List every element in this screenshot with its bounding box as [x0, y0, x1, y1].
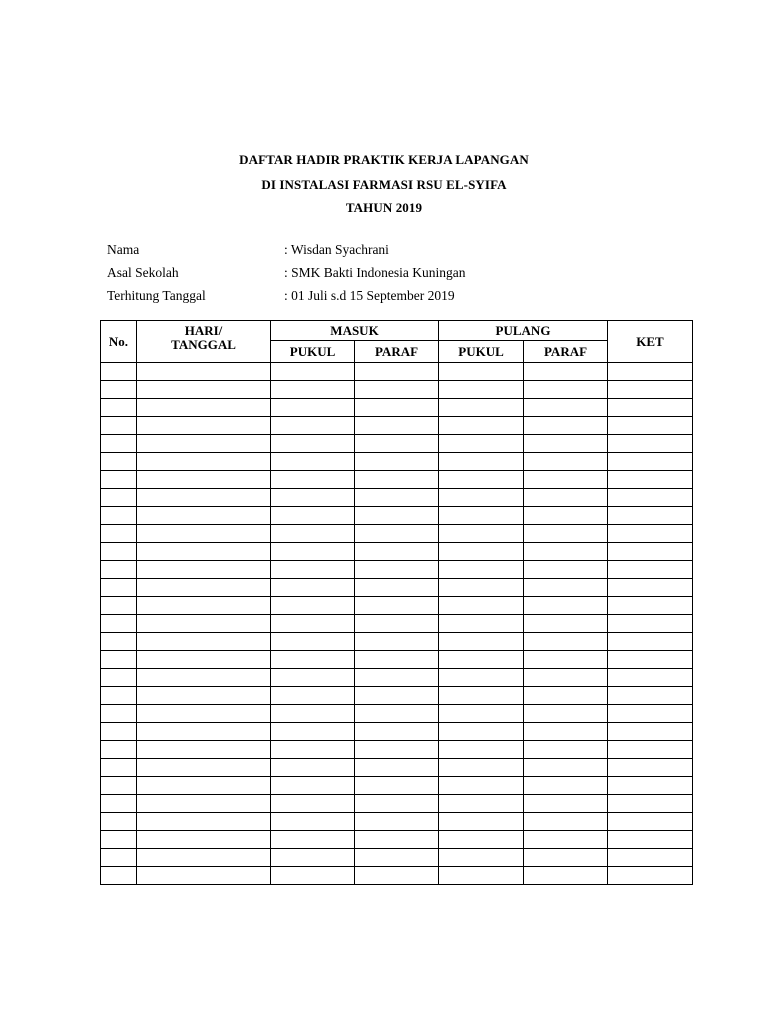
- cell-hari-tanggal: [137, 543, 271, 561]
- header-tanggal: TANGGAL: [171, 337, 236, 352]
- cell-masuk-pukul: [271, 813, 355, 831]
- cell-masuk-pukul: [271, 543, 355, 561]
- cell-ket: [608, 561, 693, 579]
- cell-no: [101, 777, 137, 795]
- cell-no: [101, 399, 137, 417]
- cell-pulang-pukul: [439, 669, 524, 687]
- cell-pulang-pukul: [439, 597, 524, 615]
- cell-masuk-paraf: [355, 741, 439, 759]
- cell-pulang-pukul: [439, 633, 524, 651]
- cell-pulang-paraf: [524, 399, 608, 417]
- cell-pulang-pukul: [439, 849, 524, 867]
- cell-pulang-paraf: [524, 651, 608, 669]
- cell-no: [101, 633, 137, 651]
- cell-pulang-pukul: [439, 507, 524, 525]
- cell-hari-tanggal: [137, 795, 271, 813]
- table-row: [101, 417, 693, 435]
- table-row: [101, 849, 693, 867]
- document-title-line1: DAFTAR HADIR PRAKTIK KERJA LAPANGAN: [239, 152, 529, 167]
- table-row: [101, 867, 693, 885]
- table-row: [101, 669, 693, 687]
- cell-ket: [608, 363, 693, 381]
- cell-masuk-paraf: [355, 867, 439, 885]
- table-row: [101, 525, 693, 543]
- document-title-line2: DI INSTALASI FARMASI RSU EL-SYIFA: [261, 177, 507, 192]
- cell-no: [101, 543, 137, 561]
- cell-masuk-pukul: [271, 849, 355, 867]
- cell-pulang-pukul: [439, 471, 524, 489]
- cell-masuk-paraf: [355, 615, 439, 633]
- cell-hari-tanggal: [137, 615, 271, 633]
- cell-masuk-paraf: [355, 525, 439, 543]
- cell-pulang-pukul: [439, 687, 524, 705]
- cell-ket: [608, 795, 693, 813]
- header-pulang-pukul: PUKUL: [439, 341, 524, 363]
- cell-masuk-pukul: [271, 453, 355, 471]
- cell-masuk-paraf: [355, 651, 439, 669]
- cell-hari-tanggal: [137, 381, 271, 399]
- cell-masuk-pukul: [271, 687, 355, 705]
- cell-pulang-paraf: [524, 579, 608, 597]
- cell-no: [101, 417, 137, 435]
- cell-ket: [608, 597, 693, 615]
- cell-pulang-paraf: [524, 489, 608, 507]
- cell-masuk-pukul: [271, 579, 355, 597]
- table-row: [101, 777, 693, 795]
- cell-ket: [608, 867, 693, 885]
- table-row: [101, 831, 693, 849]
- cell-no: [101, 705, 137, 723]
- cell-ket: [608, 507, 693, 525]
- cell-ket: [608, 669, 693, 687]
- nama-value: : Wisdan Syachrani: [284, 242, 389, 257]
- table-row: [101, 435, 693, 453]
- cell-ket: [608, 759, 693, 777]
- cell-pulang-pukul: [439, 615, 524, 633]
- cell-hari-tanggal: [137, 453, 271, 471]
- table-row: [101, 651, 693, 669]
- cell-masuk-paraf: [355, 633, 439, 651]
- cell-hari-tanggal: [137, 579, 271, 597]
- cell-hari-tanggal: [137, 777, 271, 795]
- cell-hari-tanggal: [137, 417, 271, 435]
- cell-no: [101, 795, 137, 813]
- cell-hari-tanggal: [137, 489, 271, 507]
- cell-ket: [608, 723, 693, 741]
- cell-pulang-paraf: [524, 363, 608, 381]
- cell-pulang-pukul: [439, 489, 524, 507]
- cell-hari-tanggal: [137, 705, 271, 723]
- cell-pulang-pukul: [439, 795, 524, 813]
- table-row: [101, 633, 693, 651]
- cell-pulang-paraf: [524, 435, 608, 453]
- header-no: No.: [101, 321, 137, 363]
- cell-hari-tanggal: [137, 723, 271, 741]
- cell-hari-tanggal: [137, 435, 271, 453]
- cell-masuk-pukul: [271, 525, 355, 543]
- cell-masuk-pukul: [271, 417, 355, 435]
- cell-hari-tanggal: [137, 813, 271, 831]
- cell-masuk-pukul: [271, 741, 355, 759]
- cell-ket: [608, 813, 693, 831]
- cell-masuk-paraf: [355, 435, 439, 453]
- cell-masuk-pukul: [271, 561, 355, 579]
- cell-pulang-pukul: [439, 525, 524, 543]
- cell-ket: [608, 777, 693, 795]
- cell-no: [101, 525, 137, 543]
- cell-masuk-pukul: [271, 471, 355, 489]
- cell-pulang-pukul: [439, 417, 524, 435]
- cell-ket: [608, 489, 693, 507]
- cell-ket: [608, 435, 693, 453]
- cell-masuk-paraf: [355, 687, 439, 705]
- cell-masuk-pukul: [271, 867, 355, 885]
- cell-pulang-pukul: [439, 759, 524, 777]
- table-row: [101, 399, 693, 417]
- cell-pulang-paraf: [524, 867, 608, 885]
- cell-masuk-paraf: [355, 471, 439, 489]
- cell-pulang-paraf: [524, 741, 608, 759]
- cell-no: [101, 381, 137, 399]
- cell-ket: [608, 471, 693, 489]
- cell-pulang-paraf: [524, 525, 608, 543]
- cell-masuk-pukul: [271, 489, 355, 507]
- cell-masuk-pukul: [271, 597, 355, 615]
- cell-masuk-paraf: [355, 849, 439, 867]
- cell-pulang-pukul: [439, 381, 524, 399]
- cell-masuk-paraf: [355, 381, 439, 399]
- cell-no: [101, 813, 137, 831]
- cell-masuk-paraf: [355, 777, 439, 795]
- cell-ket: [608, 633, 693, 651]
- cell-masuk-paraf: [355, 453, 439, 471]
- header-hari-tanggal: [137, 321, 271, 363]
- cell-masuk-pukul: [271, 651, 355, 669]
- cell-no: [101, 759, 137, 777]
- table-row: [101, 381, 693, 399]
- cell-ket: [608, 849, 693, 867]
- cell-pulang-paraf: [524, 597, 608, 615]
- nama-label: Nama: [107, 242, 140, 257]
- cell-masuk-paraf: [355, 561, 439, 579]
- cell-pulang-paraf: [524, 561, 608, 579]
- cell-pulang-paraf: [524, 615, 608, 633]
- cell-masuk-paraf: [355, 417, 439, 435]
- cell-pulang-pukul: [439, 453, 524, 471]
- table-row: [101, 705, 693, 723]
- cell-masuk-paraf: [355, 579, 439, 597]
- table-row: [101, 363, 693, 381]
- table-row: [101, 687, 693, 705]
- cell-hari-tanggal: [137, 651, 271, 669]
- table-row: [101, 597, 693, 615]
- cell-ket: [608, 831, 693, 849]
- cell-ket: [608, 417, 693, 435]
- cell-pulang-paraf: [524, 723, 608, 741]
- cell-ket: [608, 399, 693, 417]
- cell-pulang-pukul: [439, 867, 524, 885]
- cell-hari-tanggal: [137, 669, 271, 687]
- cell-masuk-pukul: [271, 507, 355, 525]
- cell-masuk-paraf: [355, 705, 439, 723]
- cell-hari-tanggal: [137, 849, 271, 867]
- cell-pulang-paraf: [524, 453, 608, 471]
- cell-ket: [608, 543, 693, 561]
- table-row: [101, 543, 693, 561]
- cell-ket: [608, 579, 693, 597]
- cell-ket: [608, 687, 693, 705]
- cell-no: [101, 723, 137, 741]
- table-row: [101, 741, 693, 759]
- cell-no: [101, 471, 137, 489]
- cell-masuk-pukul: [271, 633, 355, 651]
- cell-pulang-pukul: [439, 399, 524, 417]
- cell-pulang-pukul: [439, 579, 524, 597]
- cell-masuk-paraf: [355, 399, 439, 417]
- table-row: [101, 561, 693, 579]
- cell-masuk-paraf: [355, 669, 439, 687]
- cell-no: [101, 363, 137, 381]
- cell-pulang-paraf: [524, 687, 608, 705]
- cell-masuk-paraf: [355, 831, 439, 849]
- cell-no: [101, 651, 137, 669]
- cell-pulang-paraf: [524, 759, 608, 777]
- cell-pulang-pukul: [439, 723, 524, 741]
- cell-pulang-paraf: [524, 471, 608, 489]
- table-row: [101, 453, 693, 471]
- sekolah-label: Asal Sekolah: [107, 265, 179, 280]
- cell-no: [101, 849, 137, 867]
- cell-masuk-pukul: [271, 399, 355, 417]
- cell-masuk-pukul: [271, 759, 355, 777]
- cell-masuk-paraf: [355, 813, 439, 831]
- cell-pulang-pukul: [439, 813, 524, 831]
- cell-no: [101, 669, 137, 687]
- cell-masuk-paraf: [355, 795, 439, 813]
- cell-masuk-pukul: [271, 795, 355, 813]
- cell-hari-tanggal: [137, 687, 271, 705]
- header-hari: HARI/: [184, 323, 223, 338]
- cell-ket: [608, 705, 693, 723]
- cell-no: [101, 489, 137, 507]
- cell-hari-tanggal: [137, 831, 271, 849]
- header-masuk: MASUK: [271, 321, 439, 341]
- cell-masuk-paraf: [355, 363, 439, 381]
- table-row: [101, 579, 693, 597]
- cell-hari-tanggal: [137, 597, 271, 615]
- table-row: [101, 795, 693, 813]
- cell-hari-tanggal: [137, 399, 271, 417]
- cell-hari-tanggal: [137, 759, 271, 777]
- cell-ket: [608, 381, 693, 399]
- table-row: [101, 615, 693, 633]
- document-title-year: TAHUN 2019: [345, 200, 423, 215]
- cell-masuk-pukul: [271, 435, 355, 453]
- cell-hari-tanggal: [137, 471, 271, 489]
- table-row: [101, 507, 693, 525]
- cell-masuk-pukul: [271, 723, 355, 741]
- cell-pulang-pukul: [439, 651, 524, 669]
- cell-pulang-paraf: [524, 795, 608, 813]
- header-masuk-paraf: PARAF: [355, 341, 439, 363]
- cell-pulang-paraf: [524, 813, 608, 831]
- table-row: [101, 471, 693, 489]
- header-ket: KET: [608, 321, 693, 363]
- cell-pulang-pukul: [439, 543, 524, 561]
- cell-pulang-paraf: [524, 831, 608, 849]
- cell-pulang-pukul: [439, 831, 524, 849]
- cell-masuk-pukul: [271, 615, 355, 633]
- cell-hari-tanggal: [137, 561, 271, 579]
- tanggal-value: : 01 Juli s.d 15 September 2019: [284, 288, 455, 303]
- cell-pulang-pukul: [439, 435, 524, 453]
- cell-no: [101, 561, 137, 579]
- cell-pulang-paraf: [524, 633, 608, 651]
- header-pulang: PULANG: [439, 321, 608, 341]
- cell-pulang-paraf: [524, 381, 608, 399]
- table-row: [101, 723, 693, 741]
- cell-masuk-paraf: [355, 489, 439, 507]
- attendance-table: [100, 320, 693, 885]
- cell-no: [101, 579, 137, 597]
- cell-masuk-paraf: [355, 759, 439, 777]
- cell-ket: [608, 525, 693, 543]
- cell-no: [101, 453, 137, 471]
- cell-masuk-paraf: [355, 723, 439, 741]
- cell-pulang-paraf: [524, 777, 608, 795]
- cell-masuk-pukul: [271, 669, 355, 687]
- cell-masuk-paraf: [355, 507, 439, 525]
- cell-pulang-paraf: [524, 543, 608, 561]
- cell-no: [101, 831, 137, 849]
- cell-masuk-pukul: [271, 381, 355, 399]
- table-row: [101, 759, 693, 777]
- cell-pulang-paraf: [524, 669, 608, 687]
- sekolah-value: : SMK Bakti Indonesia Kuningan: [284, 265, 466, 280]
- cell-ket: [608, 453, 693, 471]
- cell-pulang-paraf: [524, 417, 608, 435]
- table-row: [101, 489, 693, 507]
- header-pulang-paraf: PARAF: [524, 341, 608, 363]
- cell-hari-tanggal: [137, 507, 271, 525]
- table-row: [101, 813, 693, 831]
- cell-hari-tanggal: [137, 633, 271, 651]
- cell-hari-tanggal: [137, 867, 271, 885]
- cell-pulang-paraf: [524, 507, 608, 525]
- cell-masuk-pukul: [271, 777, 355, 795]
- cell-masuk-pukul: [271, 705, 355, 723]
- cell-ket: [608, 615, 693, 633]
- cell-masuk-paraf: [355, 597, 439, 615]
- cell-hari-tanggal: [137, 741, 271, 759]
- header-masuk-pukul: PUKUL: [271, 341, 355, 363]
- attendance-table-body: [101, 363, 693, 885]
- cell-no: [101, 597, 137, 615]
- cell-pulang-pukul: [439, 561, 524, 579]
- cell-pulang-pukul: [439, 705, 524, 723]
- cell-pulang-paraf: [524, 705, 608, 723]
- cell-no: [101, 741, 137, 759]
- cell-pulang-paraf: [524, 849, 608, 867]
- cell-no: [101, 435, 137, 453]
- cell-no: [101, 687, 137, 705]
- cell-pulang-pukul: [439, 363, 524, 381]
- cell-pulang-pukul: [439, 741, 524, 759]
- cell-masuk-pukul: [271, 831, 355, 849]
- cell-no: [101, 615, 137, 633]
- tanggal-label: Terhitung Tanggal: [107, 288, 206, 303]
- cell-no: [101, 867, 137, 885]
- cell-pulang-pukul: [439, 777, 524, 795]
- cell-hari-tanggal: [137, 363, 271, 381]
- cell-ket: [608, 741, 693, 759]
- cell-hari-tanggal: [137, 525, 271, 543]
- cell-masuk-pukul: [271, 363, 355, 381]
- cell-ket: [608, 651, 693, 669]
- cell-masuk-paraf: [355, 543, 439, 561]
- cell-no: [101, 507, 137, 525]
